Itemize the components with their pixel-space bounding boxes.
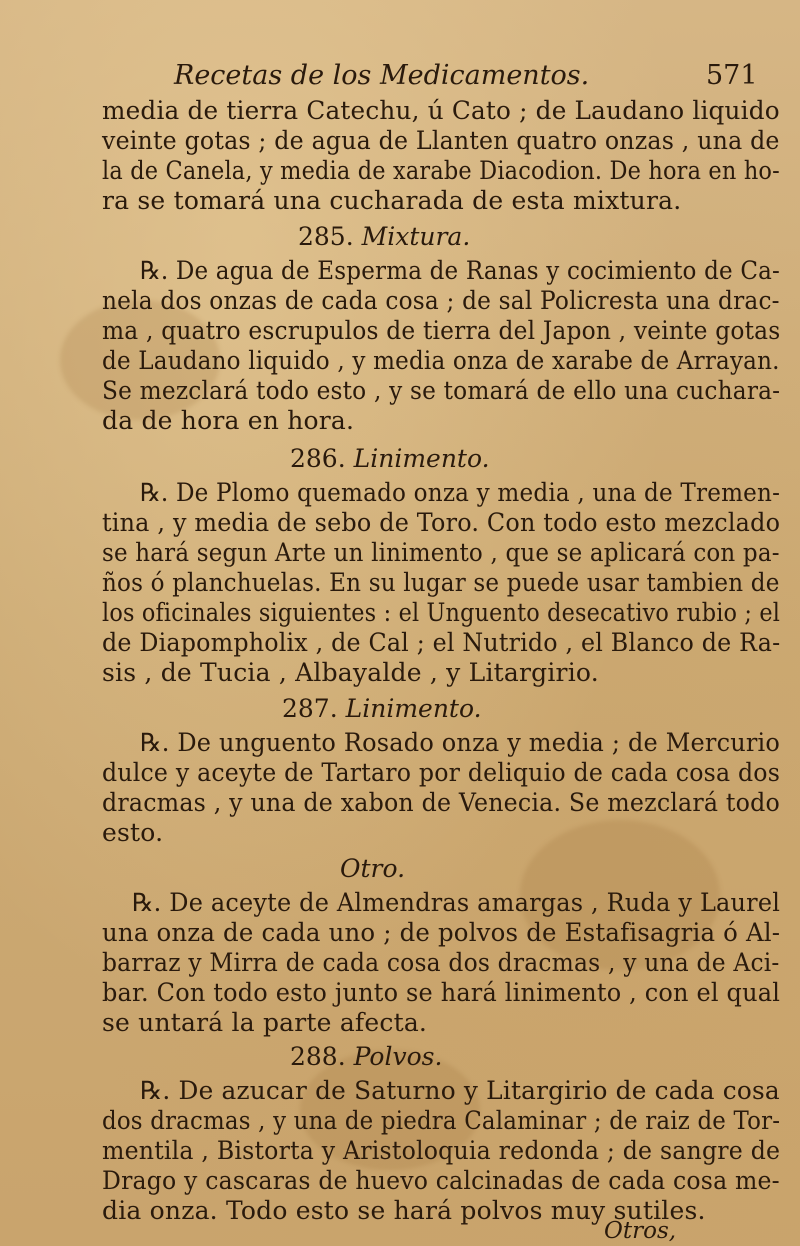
text-line: dia onza. Todo esto se hará polvos muy sutiles. [102,1196,706,1225]
section-number: 287. [282,694,338,723]
text-line: ℞. De azucar de Saturno y Litargirio de cada cosa [140,1076,780,1105]
text-line: dulce y aceyte de Tartaro por deliquio de cada cosa dos [102,758,781,787]
text-line: ℞. De unguento Rosado onza y media ; de Mercurio [140,728,781,757]
text-line: sis , de Tucia , Albayalde , y Litargirio. [102,658,599,687]
section-name: Linimento. [345,694,482,723]
text-line: da de hora en hora. [102,406,355,435]
section-number: 288. [290,1042,346,1071]
catchword [604,1216,676,1246]
text-line: veinte gotas ; de agua de Llanten quatro onzas , una de [102,126,780,155]
section-heading [290,444,490,474]
section-name: Linimento. [353,444,490,473]
page-number: 571 [706,60,758,91]
text-line: una onza de cada uno ; de polvos de Estafisagria ó Al- [102,918,781,947]
text-line: ma , quatro escrupulos de tierra del Japon , veinte gotas [102,316,781,345]
text-line: ños ó planchuelas. En su lugar se puede usar tambien de [102,568,780,597]
catchword-text: Otros, [604,1218,677,1244]
text-line: Se mezclará todo esto , y se tomará de ello una cuchara- [102,376,781,405]
text-line: la de Canela, y media de xarabe Diacodion. De hora en ho- [102,156,780,185]
section-heading [340,854,405,884]
text-line: se hará segun Arte un linimento , que se aplicará con pa- [102,538,780,567]
section-name: Polvos. [353,1042,443,1071]
text-line: los oficinales siguientes : el Unguento desecativo rubio ; el [102,598,781,627]
text-line: ℞. De aceyte de Almendras amargas , Ruda y Laurel [132,888,781,917]
running-title: Recetas de los Medicamentos. [174,60,590,91]
section-heading [282,694,482,724]
text-line: ℞. De agua de Esperma de Ranas y cocimiento de Ca- [140,256,781,285]
text-line: media de tierra Catechu, ú Cato ; de Laudano liquido [102,96,780,125]
section-name: Mixtura. [361,222,471,251]
section-heading [298,222,470,252]
section-heading [290,1042,442,1072]
section-number: 286. [290,444,346,473]
text-line: dracmas , y una de xabon de Venecia. Se mezclará todo [102,788,780,817]
text-line: ra se tomará una cucharada de esta mixtura. [102,186,682,215]
section-name: Otro. [340,854,406,883]
text-line: esto. [102,818,164,847]
text-line: de Laudano liquido , y media onza de xarabe de Arrayan. [102,346,780,375]
text-line: tina , y media de sebo de Toro. Con todo esto mezclado [102,508,781,537]
text-line: dos dracmas , y una de piedra Calaminar ; de raiz de Tor- [102,1106,781,1135]
text-line: Drago y cascaras de huevo calcinadas de cada cosa me- [102,1166,780,1195]
text-line: de Diapompholix , de Cal ; el Nutrido , el Blanco de Ra- [102,628,781,657]
text-line: se untará la parte afecta. [102,1008,428,1037]
text-line: mentila , Bistorta y Aristoloquia redonda ; de sangre de [102,1136,781,1165]
text-line: ℞. De Plomo quemado onza y media , una de Tremen- [140,478,781,507]
text-line: nela dos onzas de cada cosa ; de sal Policresta una drac- [102,286,780,315]
section-number: 285. [298,222,354,251]
text-line: barraz y Mirra de cada cosa dos dracmas , y una de Aci- [102,948,780,977]
text-line: bar. Con todo esto junto se hará linimento , con el qual [102,978,781,1007]
